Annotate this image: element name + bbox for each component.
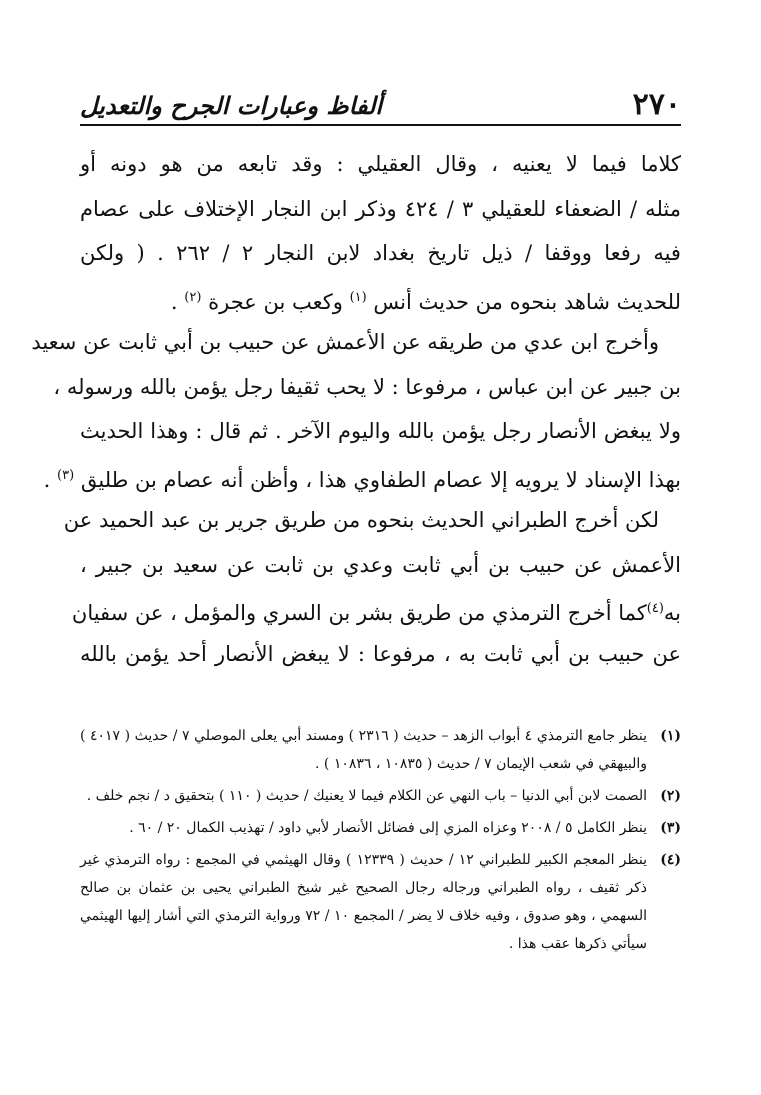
footnote-number: (٣) bbox=[660, 820, 681, 836]
footnote-number: (٤) bbox=[660, 852, 681, 868]
footnote bbox=[80, 846, 681, 958]
running-title: ألفاظ وعبارات الجرح والتعديل bbox=[80, 91, 383, 120]
text-line: فيه رفعا ووقفا / ذيل تاريخ بغداد لابن النجار ٢ / ٢٦٢ . ( ولكن bbox=[80, 241, 681, 265]
text-line: بن جبير عن ابن عباس ، مرفوعا : لا يحب ثقيفا رجل يؤمن بالله ورسوله ، bbox=[53, 374, 681, 399]
text-fragment: . bbox=[170, 289, 178, 314]
text-fragment: بهذا الإسناد لا يرويه إلا عصام الطفاوي هذا ، وأظن أنه عصام بن طليق bbox=[80, 467, 681, 492]
text-line: الأعمش عن حبيب بن أبي ثابت وعدي بن ثابت عن سعيد بن جبير ، bbox=[80, 552, 681, 577]
text-fragment: . bbox=[43, 467, 51, 492]
footnote-ref-4: (٤) bbox=[646, 601, 664, 616]
text-line: كلاما فيما لا يعنيه ، وقال العقيلي : وقد تابعه من هو دونه أو bbox=[80, 152, 681, 176]
text-line: عن حبيب بن أبي ثابت به ، مرفوعا : لا يبغض الأنصار أحد يؤمن بالله bbox=[80, 641, 681, 666]
footnote-ref-3: (٣) bbox=[57, 467, 75, 483]
page-number: ٢٧٠ bbox=[632, 87, 681, 122]
text-fragment: به bbox=[663, 601, 681, 625]
footnote-number: (٢) bbox=[660, 788, 681, 804]
header-rule bbox=[80, 124, 681, 126]
text-line: لكن أخرج الطبراني الحديث بنحوه من طريق جرير بن عبد الحميد عن bbox=[63, 508, 659, 532]
footnote-ref-1: (١) bbox=[349, 289, 367, 305]
text-line: مثله / الضعفاء للعقيلي ٣ / ٤٢٤ وذكر ابن النجار الإختلاف على عصام bbox=[80, 196, 681, 221]
text-line bbox=[71, 587, 681, 632]
footnote bbox=[80, 814, 681, 842]
text-line bbox=[80, 276, 681, 321]
text-fragment: كما أخرج الترمذي من طريق بشر بن السري والمؤمل ، عن سفيان bbox=[71, 601, 647, 625]
footnote bbox=[80, 722, 681, 778]
footnote-text: الصمت لابن أبي الدنيا – باب النهي عن الكلام فيما لا يعنيك / حديث ( ١١٠ ) بتحقيق د / نجم خلف . bbox=[86, 788, 647, 804]
text-fragment: للحديث شاهد بنحوه من حديث أنس bbox=[373, 289, 681, 314]
text-fragment: وكعب بن عجرة bbox=[208, 289, 343, 314]
footnote-text: ينظر المعجم الكبير للطبراني ١٢ / حديث ( ١٢٣٣٩ ) وقال الهيثمي في المجمع : رواه الترمذي غير ذكر ثقيف ، رواه الطبراني ورجاله رجال الصحيح غير شيخ الطبراني يحيى بن عثمان بن صالح السهمي ، وهو صدوق ، وفيه خلاف لا يضر / المجمع ١٠ / ٧٢ ورواية الترمذي التي أشار إليها الهيثمي سيأتي ذكرها عقب هذا . bbox=[80, 852, 647, 952]
text-line: وأخرج ابن عدي من طريقه عن الأعمش عن حبيب بن أبي ثابت عن سعيد bbox=[31, 330, 659, 354]
text-line: ولا يبغض الأنصار رجل يؤمن بالله واليوم الآخر . ثم قال : وهذا الحديث bbox=[80, 419, 681, 443]
footnotes bbox=[80, 722, 681, 962]
footnote-number: (١) bbox=[660, 728, 681, 744]
text-line bbox=[43, 454, 681, 499]
footnote-text: ينظر جامع الترمذي ٤ أبواب الزهد – حديث ( ٢٣١٦ ) ومسند أبي يعلى الموصلي ٧ / حديث ( ٤٠١٧ ) والبيهقي في شعب الإيمان ٧ / حديث ( ١٠٨٣٥ ، ١٠٨٣٦ ) . bbox=[80, 728, 647, 772]
footnote-text: ينظر الكامل ٥ / ٢٠٠٨ وعزاه المزي إلى فضائل الأنصار لأبي داود / تهذيب الكمال ٢٠ / ٦٠ . bbox=[129, 820, 647, 836]
main-text bbox=[31, 142, 681, 676]
footnote bbox=[80, 782, 681, 810]
page-header bbox=[80, 82, 681, 124]
footnote-ref-2: (٢) bbox=[184, 289, 202, 305]
